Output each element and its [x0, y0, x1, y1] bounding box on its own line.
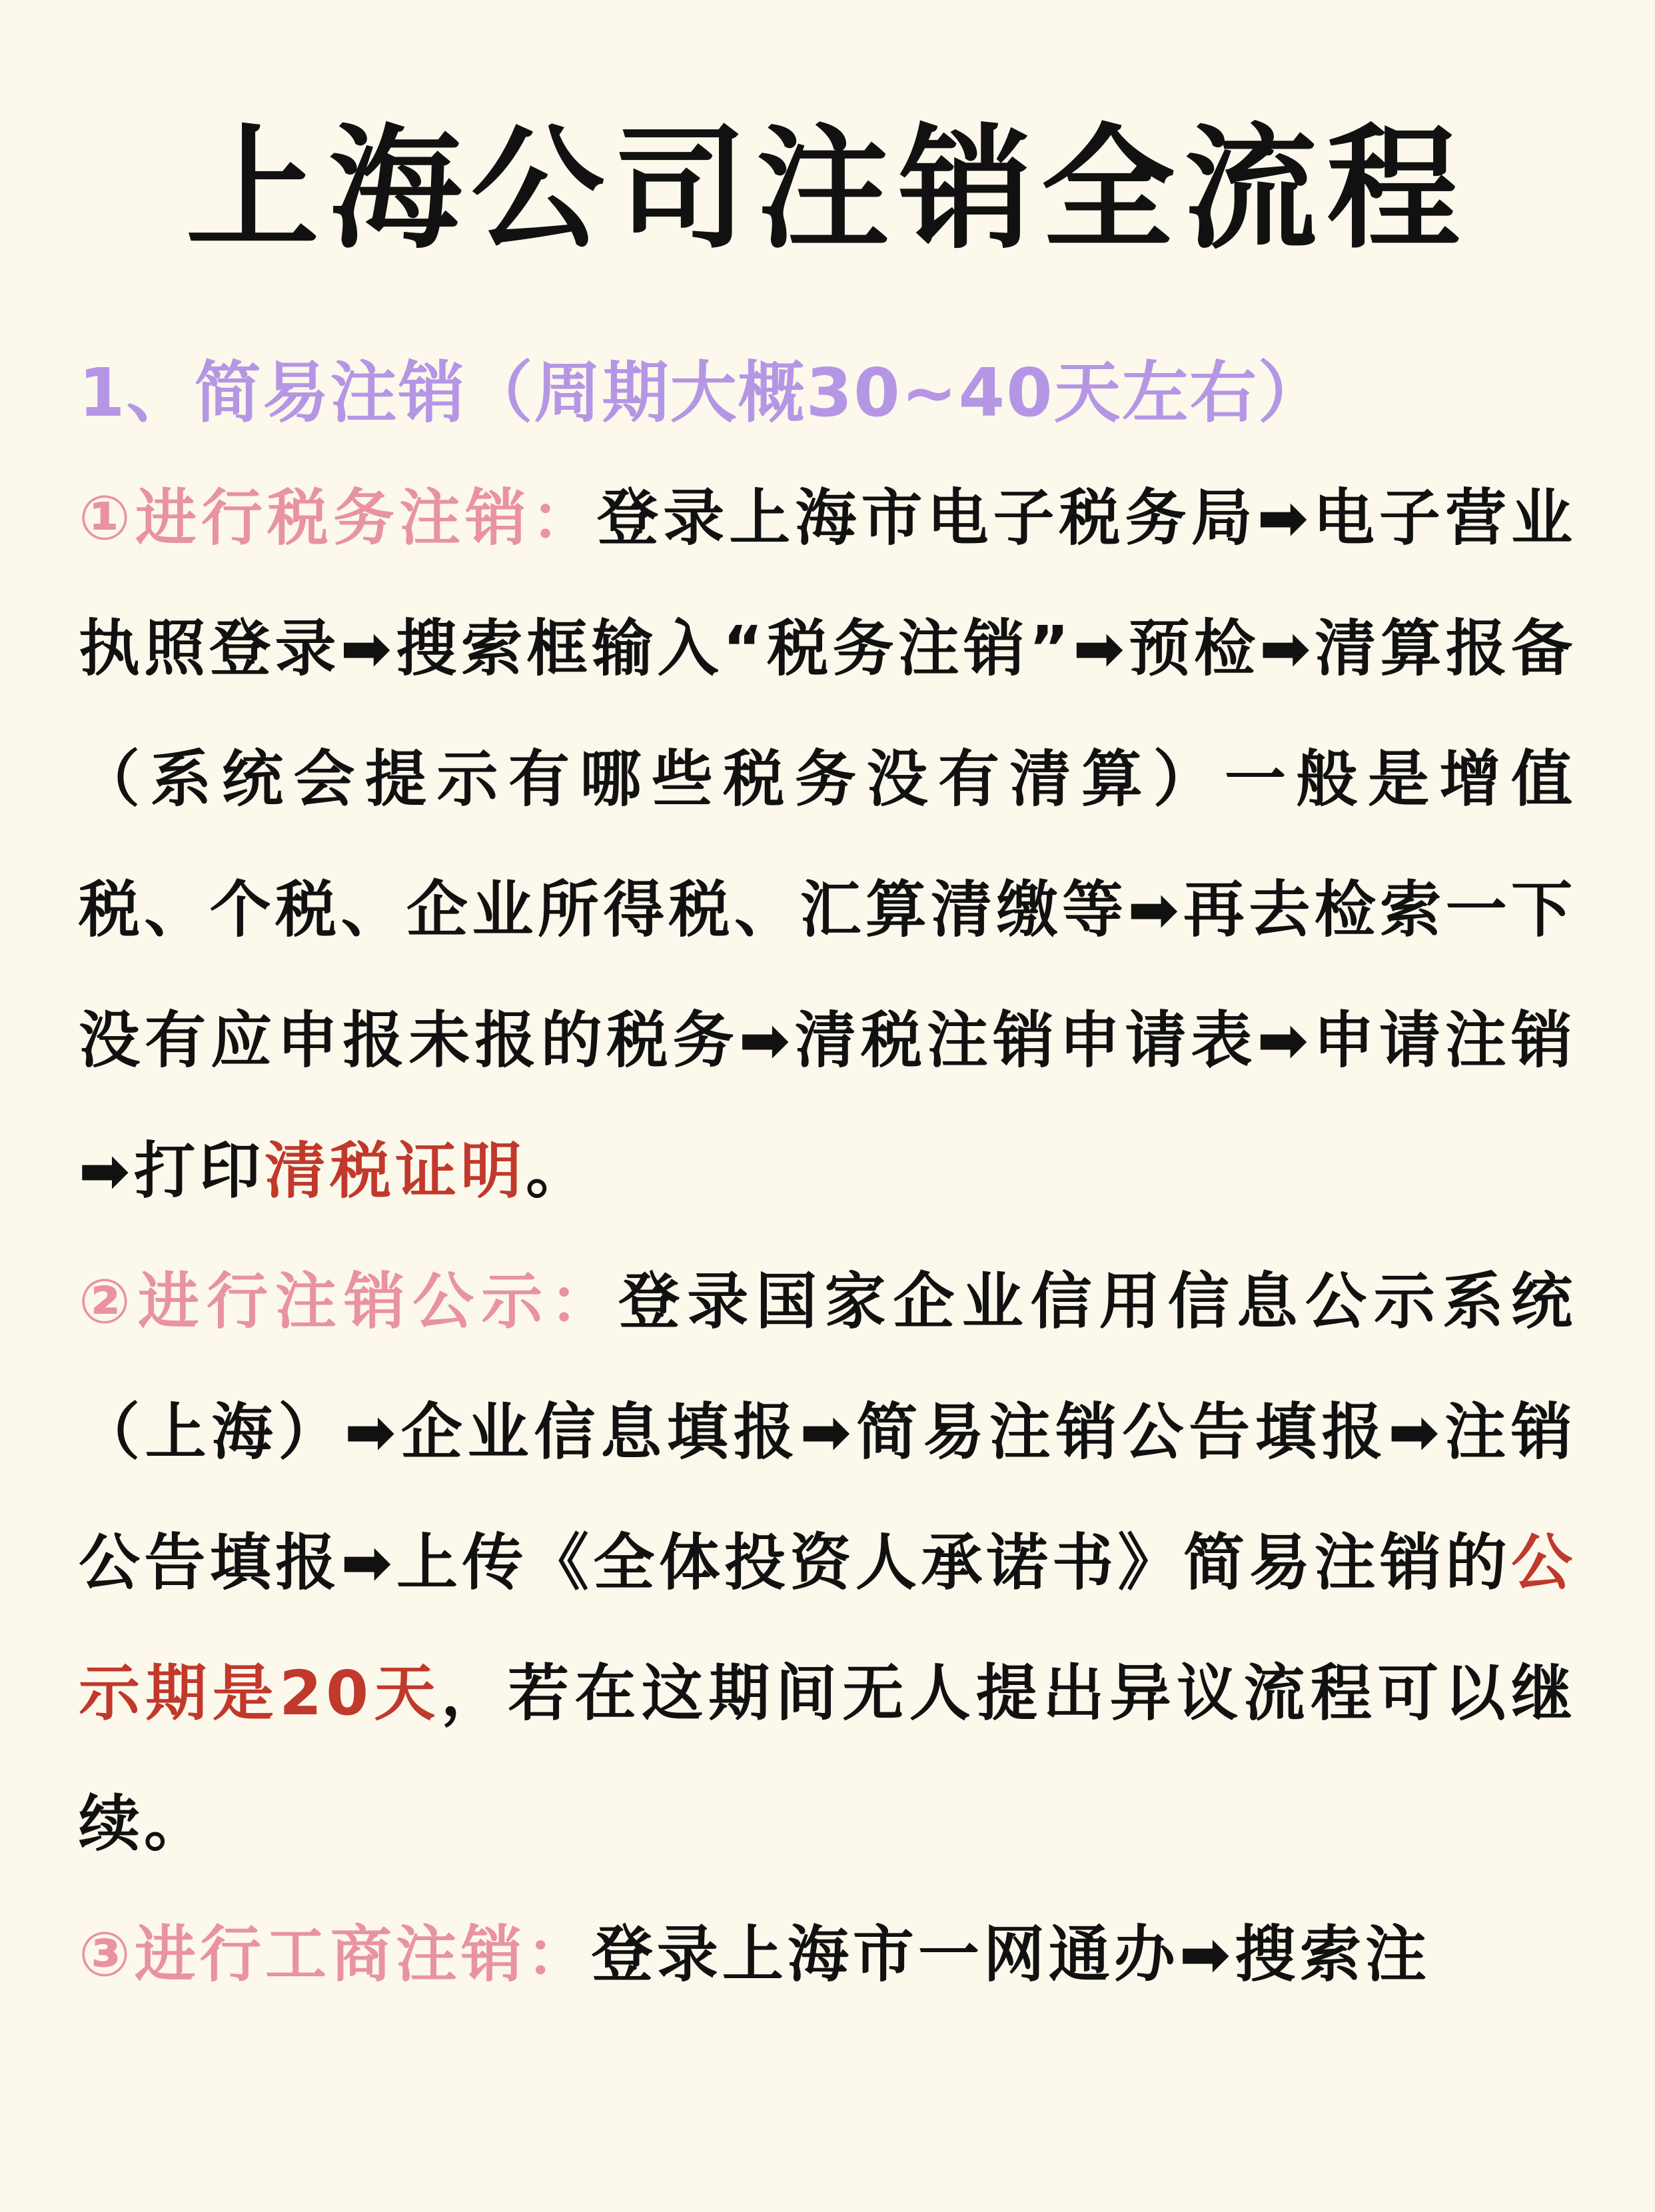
- highlight-text: 清税证明: [265, 1135, 526, 1207]
- step-deregistration-notice: [79, 1237, 1576, 1890]
- step-text: 登录上海市电子税务局➡电子营业执照登录➡搜索框输入“税务注销”➡预检➡清算报备（系统会提示有哪些税务没有清算）一般是增值税、个税、企业所得税、汇算清缴等➡再去检索一下没有应申报未报的税务➡清税注销申请表➡申请注销➡打印: [79, 482, 1576, 1207]
- step-label: ②进行注销公示：: [79, 1266, 619, 1337]
- step-business-deregistration: [79, 1890, 1576, 2020]
- step-tax-deregistration: [79, 453, 1576, 1237]
- step-text: 登录国家企业信用信息公示系统（上海）➡企业信息填报➡简易注销公告填报➡注销公告填报➡上传《全体投资人承诺书》简易注销的: [79, 1266, 1576, 1598]
- section-heading-simple-deregistration: 1、简易注销（周期大概30~40天左右）: [79, 354, 1326, 432]
- step-label: ①进行税务注销：: [79, 482, 598, 554]
- page-title: 上海公司注销全流程: [185, 112, 1469, 267]
- step-text: 登录上海市一网通办➡搜索注: [591, 1919, 1430, 1990]
- step-text-end: 。: [526, 1135, 592, 1207]
- highlight-text: 公示期是20天: [79, 1527, 1576, 1729]
- step-text-end: ，若在这期间无人提出异议流程可以继续。: [79, 1658, 1576, 1860]
- step-label: ③进行工商注销：: [79, 1919, 592, 1990]
